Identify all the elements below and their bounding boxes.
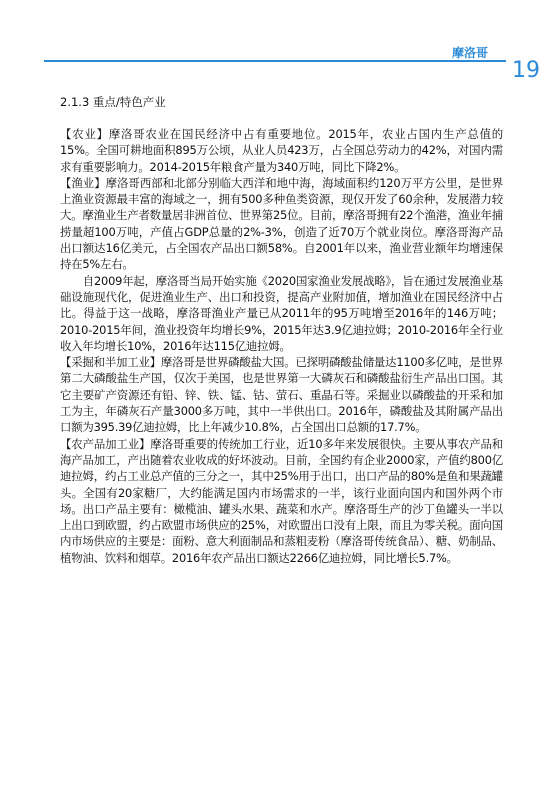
paragraph-fishery-strategy	[60, 273, 503, 354]
paragraph-tag: 【农产品加工业】	[60, 436, 151, 451]
page-number: 19	[512, 58, 540, 83]
paragraph-text: 摩洛哥是世界磷酸盐大国。已探明磷酸盐储量达1100多亿吨，是世界第二大磷酸盐生产国，仅次于美国，也是世界第一大磷灰石和磷酸盐衍生产品出口国。其它主要矿产资源还有铅、锌、铁、锰、钴、萤石、重晶石等。采掘业以磷酸盐的开采和加工为主，年磷灰石产量3000多万吨，其中一半供出口。2016年，磷酸盐及其附属产品出口额为395.39亿迪拉姆，比上年减少10.8%，占全国出口总额的17.7%。	[60, 355, 504, 435]
body-text	[60, 126, 503, 566]
paragraph-mining	[60, 354, 503, 435]
paragraph-text: 摩洛哥农业在国民经济中占有重要地位。2015年，农业占国内生产总值的15%。全国可耕地面积895万公顷，从业人员423万，占全国总劳动力的42%，对国内需求有重要影响力。2014-2015年粮食产量为340万吨，同比下降2%。	[60, 127, 503, 174]
paragraph-tag: 【农业】	[60, 127, 109, 141]
paragraph-text: 摩洛哥重要的传统加工行业，近10多年来发展很快。主要从事农产品和海产品加工，产出随着农业收成的好坏波动。目前，全国约有企业2000家，产值约800亿迪拉姆，约占工业总产值的三分之一，其中25%用于出口，出口产品的80%是鱼和果蔬罐头。全国有20家糖厂，大约能满足国内市场需求的一半，该行业面向国内和国外两个市场。出口产品主要有：橄榄油、罐头水果、蔬菜和水产。摩洛哥生产的沙丁鱼罐头一半以上出口到欧盟，约占欧盟市场供应的25%，对欧盟出口没有上限，而且为零关税。面向国内市场供应的主要是：面粉、意大利面制品和蒸粗麦粉（摩洛哥传统食品）、糖、奶制品、植物油、饮料和烟草。2016年农产品出口额达2266亿迪拉姆，同比增长5.7%。	[60, 436, 503, 565]
paragraph-agriculture	[60, 126, 503, 175]
paragraph-tag: 【渔业】	[60, 175, 106, 190]
paragraph-fishery	[60, 175, 503, 273]
section-heading: 2.1.3 重点/特色产业	[60, 95, 166, 109]
header-country-name: 摩洛哥	[452, 46, 489, 60]
paragraph-tag: 【采掘和半加工业】	[60, 355, 161, 370]
paragraph-text: 摩洛哥西部和北部分别临大西洋和地中海，海域面积约120万平方公里，是世界上渔业资源最丰富的海域之一，拥有500多种鱼类资源，现仅开发了60余种，发展潜力较大。摩渔业生产者数量居非洲首位、世界第25位。目前，摩洛哥拥有22个渔港，渔业年捕捞量超100万吨，产值占GDP总量的2%-3%，创造了近70万个就业岗位。摩洛哥海产品出口额达16亿美元，占全国农产品出口额58%。自2001年以来，渔业营业额年均增速保持在5%左右。	[60, 175, 503, 272]
paragraph-text: 自2009年起，摩洛哥当局开始实施《2020国家渔业发展战略》，旨在通过发展渔业基础设施现代化，促进渔业生产、出口和投资，提高产业附加值，增加渔业在国民经济中占比。得益于这一战略，摩洛哥渔业产量已从2011年的95万吨增至2016年的146万吨；2010-2015年间，渔业投资年均增长9%，2015年达3.9亿迪拉姆；2010-2016年全行业收入年均增长10%，2016年达115亿迪拉姆。	[60, 273, 503, 353]
header-divider	[44, 60, 506, 62]
paragraph-agri-processing	[60, 436, 503, 566]
